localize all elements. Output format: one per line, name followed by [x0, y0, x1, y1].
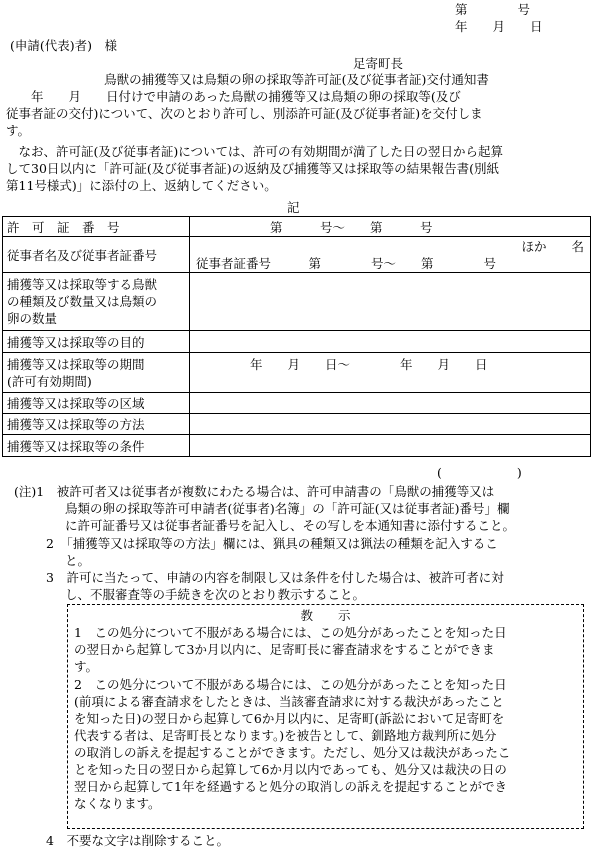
- permit-table: [2, 216, 591, 457]
- text-line: なくなります。: [74, 796, 161, 811]
- kyoji-item-1: [68, 624, 583, 675]
- row-label: 捕獲等又は採取等の区域: [3, 393, 190, 414]
- text-line: (前項による審査請求をしたときは、当該審査請求に対する裁決があったこと: [74, 694, 504, 709]
- label-line: 捕獲等又は採取等する鳥獣: [7, 277, 158, 292]
- row-label: 捕獲等又は採取等の条件: [3, 435, 190, 457]
- purpose-field: [190, 331, 591, 353]
- text-line: (注)1 被許可者又は従事者が複数にわたる場合は、許可申請書の「鳥獣の捕獲等又は: [14, 484, 495, 499]
- addressee: (申請(代表)者) 様: [10, 38, 118, 53]
- method-field: [190, 414, 591, 435]
- text-line: して30日以内に「許可証(及び従事者証)の返納及び捕獲等又は採取等の結果報告書(別紙: [6, 161, 500, 176]
- text-line: なお、許可証(及び従事者証)については、許可の有効期間が満了した日の翌日から起算: [6, 144, 504, 159]
- text-line: 2 この処分について不服がある場合には、この処分があったことを知った日: [74, 677, 507, 692]
- table-row: [3, 393, 591, 414]
- permit-number-field: 第 号〜 第 号: [190, 217, 591, 237]
- worker-field: [190, 237, 591, 273]
- text-line: 年 月 日付けで申請のあった鳥獣の捕獲等又は鳥類の卵の採取等(及び: [6, 89, 461, 104]
- text-line: 翌日から起算して1年を経過すると処分の取消しの訴えを提起することができ: [74, 779, 507, 794]
- text-line: 3 許可に当たって、申請の内容を制限し又は条件を付した場合は、被許可者に対: [46, 570, 504, 585]
- kyoji-title: 教 示: [300, 608, 351, 623]
- number-label: 第 号: [455, 2, 531, 17]
- text-line: し、不服審査等の手続きを次のとおり教示すること。: [65, 587, 366, 602]
- note-1: [14, 483, 515, 534]
- text-line: す。: [6, 123, 31, 138]
- kyoji-box: [67, 604, 584, 829]
- row-label: 許 可 証 番 号: [3, 217, 190, 237]
- row-label: [3, 273, 190, 331]
- row-label: 捕獲等又は採取等の目的: [3, 331, 190, 353]
- text-line: 1 この処分について不服がある場合には、この処分があったことを知った日: [74, 625, 507, 640]
- label-line: (許可有効期間): [7, 373, 92, 389]
- text-line: を知った日)の翌日から起算して6か月以内に、足寄町(訴訟において足寄町を: [74, 711, 505, 726]
- note-2: [46, 535, 498, 569]
- label-line: 卵の数量: [7, 311, 58, 326]
- table-row: [3, 435, 591, 457]
- text-line: の取消しの訴えを提起することができます。ただし、処分又は裁決があったこ: [74, 745, 511, 760]
- period-field: 年 月 日〜 年 月 日: [190, 353, 591, 393]
- worker-cert-number: 従事者証番号 第 号〜 第 号: [196, 255, 497, 271]
- paren-blank: ( ): [437, 465, 522, 480]
- table-row: [3, 217, 591, 237]
- text-line: 2 「捕獲等又は採取等の方法」欄には、猟具の種類又は猟法の種類を記入するこ: [46, 536, 498, 551]
- ki-mark: 記: [287, 200, 300, 215]
- note-3: [46, 569, 504, 603]
- note-4: 4 不要な文字は削除すること。: [46, 833, 229, 848]
- text-line: す。: [74, 659, 99, 674]
- issuer: 足寄町長: [353, 56, 404, 71]
- body-paragraph-1: [6, 88, 483, 139]
- text-line: の翌日から起算して3か月以内に、足寄町長に審査請求をすることができま: [74, 642, 495, 657]
- text-line: 代表する者は、足寄町長となります。)を被告として、釧路地方裁判所に処分: [74, 728, 497, 743]
- text-line: 第11号様式)」に添付の上、返納してください。: [6, 178, 277, 193]
- species-field: [190, 273, 591, 331]
- table-row: [3, 237, 591, 273]
- kyoji-item-2: [68, 676, 583, 812]
- body-paragraph-2: [6, 143, 503, 194]
- text-line: 従事者証の交付)について、次のとおり許可し、別添許可証(及び従事者証)を交付しま: [6, 106, 483, 121]
- table-row: [3, 414, 591, 435]
- row-label: [3, 353, 190, 393]
- text-line: とを知った日の翌日から起算して6か月以内であっても、処分又は裁決の日の: [74, 762, 507, 777]
- condition-field: [190, 435, 591, 457]
- document-title: 鳥獣の捕獲等又は鳥類の卵の採取等許可証(及び従事者証)交付通知書: [104, 72, 489, 87]
- date-label: 年 月 日: [455, 19, 543, 34]
- table-row: [3, 353, 591, 393]
- label-line: 捕獲等又は採取等の期間: [7, 356, 145, 372]
- row-label: 従事者名及び従事者証番号: [3, 237, 190, 273]
- table-row: [3, 273, 591, 331]
- text-line: 鳥類の卵の採取等許可申請者(従事者)名簿」の「許可証(又は従事者証)番号」欄: [65, 501, 510, 516]
- table-row: [3, 331, 591, 353]
- worker-count: ほか 名: [521, 238, 584, 254]
- label-line: の種類及び数量又は鳥類の: [7, 294, 158, 309]
- text-line: に許可証番号又は従事者証番号を記入し、その写しを本通知書に添付すること。: [65, 518, 516, 533]
- row-label: 捕獲等又は採取等の方法: [3, 414, 190, 435]
- area-field: [190, 393, 591, 414]
- text-line: と。: [65, 553, 91, 568]
